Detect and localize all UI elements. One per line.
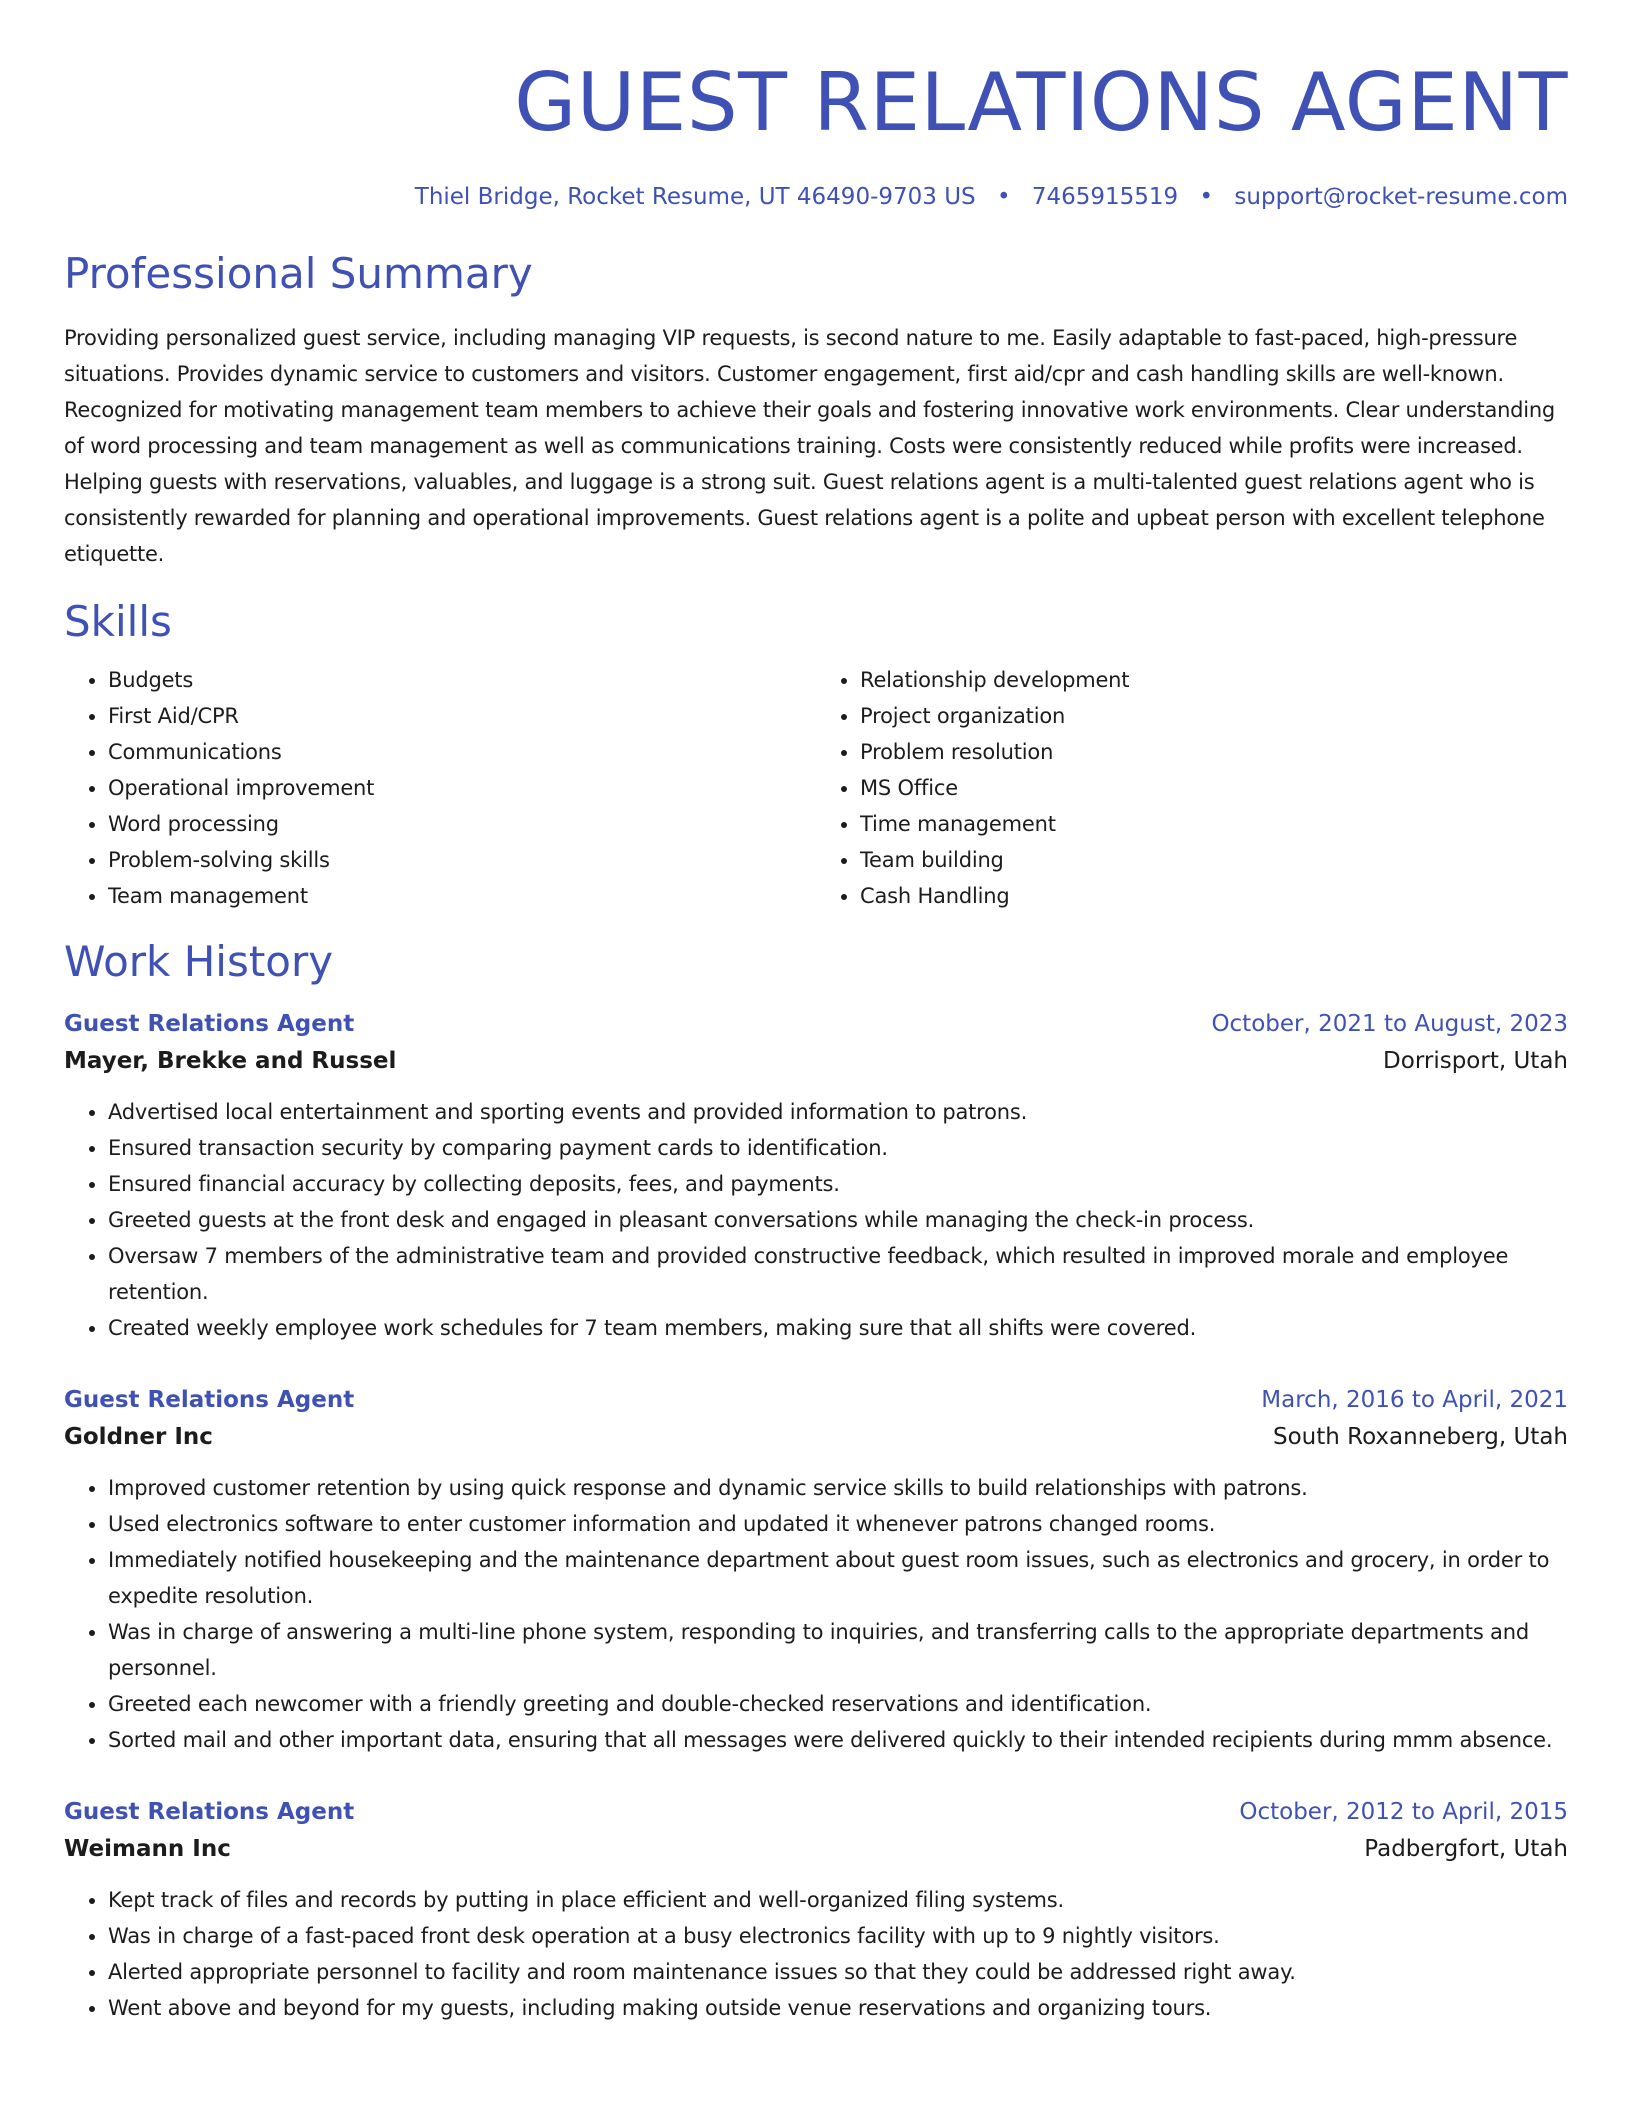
job-entry (64, 1382, 1568, 1758)
job-bullets (64, 1882, 1568, 2026)
contact-line (64, 182, 1568, 212)
skill-item: • Cash Handling (860, 878, 1568, 914)
job-bullet: • Greeted guests at the front desk and engaged in pleasant conversations while managing the check-in process. (108, 1202, 1568, 1238)
job-location: Padbergfort, Utah (1364, 1836, 1568, 1862)
job-bullet: • Created weekly employee work schedules for 7 team members, making sure that all shifts were covered. (108, 1310, 1568, 1346)
skill-item: • Time management (860, 806, 1568, 842)
contact-address: Thiel Bridge, Rocket Resume, UT 46490-9703 US (414, 184, 976, 210)
job-dates: October, 2021 to August, 2023 (1211, 1011, 1568, 1037)
skill-item: • Team management (108, 878, 816, 914)
job-bullets (64, 1094, 1568, 1346)
job-company: Goldner Inc (64, 1424, 213, 1450)
job-bullet: • Greeted each newcomer with a friendly greeting and double-checked reservations and identification. (108, 1686, 1568, 1722)
skill-item: • Project organization (860, 698, 1568, 734)
job-title: Guest Relations Agent (64, 1799, 355, 1825)
skills-list-right (816, 662, 1568, 914)
job-bullet: • Advertised local entertainment and sporting events and provided information to patrons. (108, 1094, 1568, 1130)
contact-separator: • (996, 184, 1011, 210)
job-bullet: • Was in charge of a fast-paced front desk operation at a busy electronics facility with up to 9 nightly visitors. (108, 1918, 1568, 1954)
skills-heading: Skills (64, 597, 172, 646)
summary-heading: Professional Summary (64, 249, 533, 298)
skill-item: • Team building (860, 842, 1568, 878)
job-company: Mayer, Brekke and Russel (64, 1048, 397, 1074)
job-title: Guest Relations Agent (64, 1011, 355, 1037)
job-dates: March, 2016 to April, 2021 (1261, 1387, 1568, 1413)
job-bullets (64, 1470, 1568, 1758)
skill-item: • Relationship development (860, 662, 1568, 698)
job-bullet: • Used electronics software to enter customer information and updated it whenever patrons changed rooms. (108, 1506, 1568, 1542)
skill-item: • Problem resolution (860, 734, 1568, 770)
job-entry (64, 1006, 1568, 1346)
resume-name: GUEST RELATIONS AGENT (514, 56, 1568, 149)
job-bullet: • Immediately notified housekeeping and the maintenance department about guest room issues, such as electronics and grocery, in order to expedite resolution. (108, 1542, 1568, 1614)
skill-item: • Problem-solving skills (108, 842, 816, 878)
resume-header (64, 56, 1568, 212)
contact-email: support@rocket-resume.com (1234, 184, 1568, 210)
skill-item: • MS Office (860, 770, 1568, 806)
job-bullet: • Sorted mail and other important data, ensuring that all messages were delivered quickly to their intended recipients during mmm absence. (108, 1722, 1568, 1758)
job-bullet: • Was in charge of answering a multi-line phone system, responding to inquiries, and transferring calls to the appropriate departments and personnel. (108, 1614, 1568, 1686)
work-history-heading: Work History (64, 937, 334, 986)
skills-list-left (64, 662, 816, 914)
job-location: South Roxanneberg, Utah (1272, 1424, 1568, 1450)
skill-item: • Budgets (108, 662, 816, 698)
job-bullet: • Improved customer retention by using quick response and dynamic service skills to build relationships with patrons. (108, 1470, 1568, 1506)
skill-item: • Operational improvement (108, 770, 816, 806)
job-bullet: • Alerted appropriate personnel to facility and room maintenance issues so that they could be addressed right away. (108, 1954, 1568, 1990)
job-bullet: • Kept track of files and records by putting in place efficient and well-organized filing systems. (108, 1882, 1568, 1918)
summary-text: Providing personalized guest service, including managing VIP requests, is second nature to me. Easily adaptable to fast-paced, high-pressure situations. Provides dynamic service to customers and visitors. Customer engagement, first aid/cpr and cash handling skills are well-known. Recognized for motivating management team members to achieve their goals and fostering innovative work environments. Clear understanding of word processing and team management as well as communications training. Costs were consistently reduced while profits were increased. Helping guests with reservations, valuables, and luggage is a strong suit. Guest relations agent is a multi-talented guest relations agent who is consistently rewarded for planning and operational improvements. Guest relations agent is a polite and upbeat person with excellent telephone etiquette. (64, 326, 1555, 566)
skills-columns (64, 662, 1568, 914)
job-location: Dorrisport, Utah (1383, 1048, 1568, 1074)
job-bullet: • Went above and beyond for my guests, including making outside venue reservations and organizing tours. (108, 1990, 1568, 2026)
job-bullet: • Ensured financial accuracy by collecting deposits, fees, and payments. (108, 1166, 1568, 1202)
skill-item: • Word processing (108, 806, 816, 842)
job-dates: October, 2012 to April, 2015 (1239, 1799, 1568, 1825)
job-bullet: • Ensured transaction security by comparing payment cards to identification. (108, 1130, 1568, 1166)
job-title: Guest Relations Agent (64, 1387, 355, 1413)
skill-item: • First Aid/CPR (108, 698, 816, 734)
job-company: Weimann Inc (64, 1836, 231, 1862)
job-entry (64, 1794, 1568, 2026)
job-bullet: • Oversaw 7 members of the administrative team and provided constructive feedback, which resulted in improved morale and employee retention. (108, 1238, 1568, 1310)
contact-phone: 7465915519 (1031, 184, 1179, 210)
contact-separator: • (1199, 184, 1214, 210)
skill-item: • Communications (108, 734, 816, 770)
